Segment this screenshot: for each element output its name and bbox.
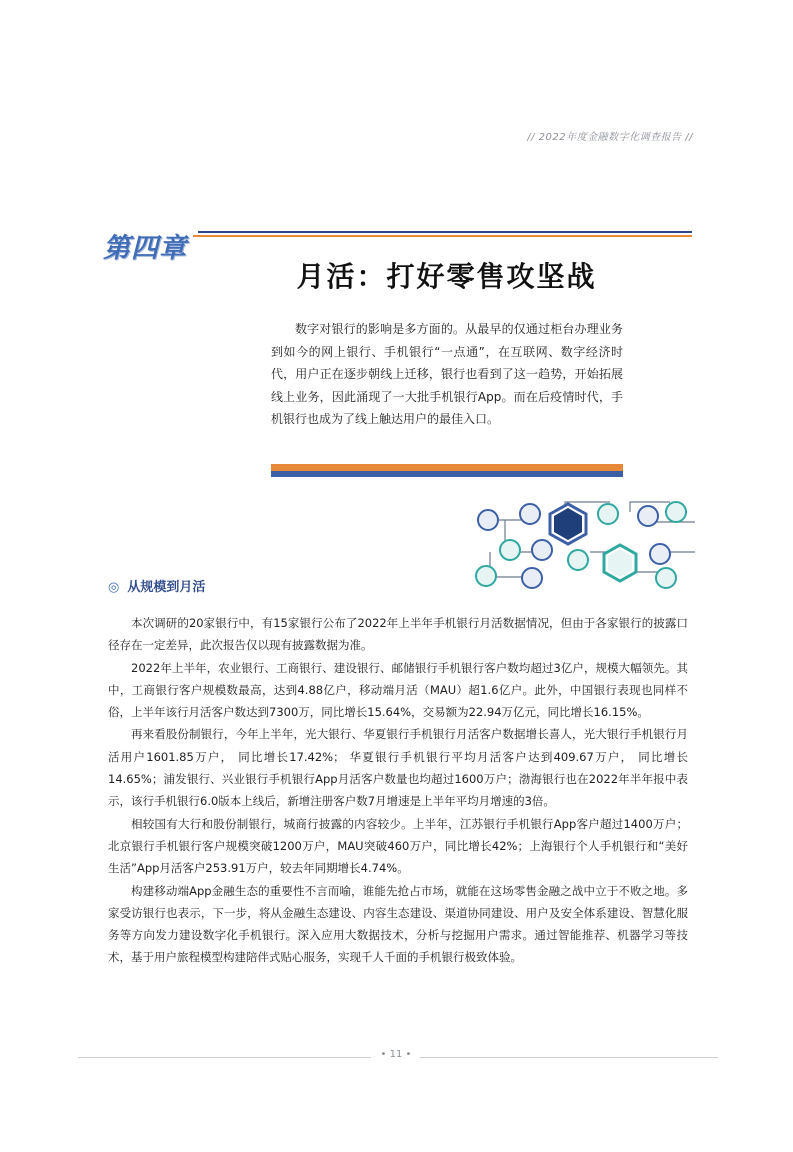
section-body <box>108 612 688 969</box>
box-icon <box>500 540 520 560</box>
chapter-title: 月活：打好零售攻坚战 <box>296 260 597 293</box>
hex-icon-center <box>550 504 586 544</box>
document-icon <box>656 568 676 588</box>
bus-icon <box>476 566 496 586</box>
body-paragraph: 本次调研的20家银行中，有15家银行公布了2022年上半年手机银行月活数据情况，但由于各家银行的披露口径存在一定差异，此次报告仅以现有披露数据为准。 <box>108 616 688 653</box>
decor-bar-blue <box>271 471 623 477</box>
body-paragraph: 再来看股份制银行，今年上半年，光大银行、华夏银行手机银行月活客户数据增长喜人，光大银行手机银行月活用户1601.85万户， 同比增长17.42%； 华夏银行手机银行平均月活客户达到409.67万户， 同比增长14.65%；浦发银行、兴业银行手机银行App月活客户数量也均超过1600万户；渤海银行也在2022年半年报中表示，该行手机银行6.0版本上线后，新增注册客户数7月增速是上半年平均月增速的3倍。 <box>108 727 688 809</box>
body-paragraph: 相较国有大行和股份制银行，城商行披露的内容较少。上半年，江苏银行手机银行App客户超过1400万户；北京银行手机银行客户规模突破1200万户，MAU突破460万户，同比增长42%；上海银行个人手机银行和“美好生活”App月活客户253.91万户，较去年同期增长4.74%。 <box>108 816 688 876</box>
fintech-network-illustration <box>470 492 702 592</box>
chart-icon <box>478 510 498 530</box>
chapter-label: 第四章 <box>103 233 187 264</box>
report-header: // 2022年度金融数字化调查报告 // <box>527 132 693 143</box>
plane-icon <box>666 502 686 522</box>
footer-rule-right <box>420 1057 718 1058</box>
car-icon <box>598 504 618 524</box>
truck-icon <box>650 544 670 564</box>
section-mark-icon: ◎ <box>108 580 120 595</box>
page-number: • 11 • <box>380 1049 412 1060</box>
chapter-divider-blue <box>198 231 692 233</box>
intro-paragraph: 数字对银行的影响是多方面的。从最早的仅通过柜台办理业务到如今的网上银行、手机银行“一点通”，在互联网、数字经济时代，用户正在逐步朝线上迁移，银行也看到了这一趋势，开始拓展线上业务，因此涌现了一大批手机银行App。而在后疫情时代，手机银行也成为了线上触达用户的最佳入口。 <box>271 322 623 426</box>
gear-icon <box>520 504 540 524</box>
chapter-divider-orange <box>193 235 692 237</box>
target-icon <box>638 506 658 526</box>
wheel-icon <box>568 550 588 570</box>
section-heading-text: 从规模到月活 <box>127 580 206 595</box>
footer-rule-left <box>78 1057 371 1058</box>
body-paragraph: 2022年上半年，农业银行、工商银行、建设银行、邮储银行手机银行客户数均超过3亿户，规模大幅领先。其中，工商银行客户规模数最高，达到4.88亿户，移动端月活（MAU）超1.6亿户。此外，中国银行表现也同样不俗，上半年该行月活客户数达到7300万，同比增长15.64%，交易额为22.94万亿元，同比增长16.15%。 <box>108 660 688 720</box>
section-heading <box>108 576 205 595</box>
hex-icon-right <box>604 545 636 581</box>
stack-icon <box>532 540 552 560</box>
gear-icon <box>522 568 542 588</box>
body-paragraph: 构建移动端App金融生态的重要性不言而喻，谁能先抢占市场，就能在这场零售金融之战中立于不败之地。多家受访银行也表示，下一步，将从金融生态建设、内容生态建设、渠道协同建设、用户及安全体系建设、智慧化服务等方向发力建设数字化手机银行。深入应用大数据技术，分析与挖掘用户需求。通过智能推荐、机器学习等技术，基于用户旅程模型构建陪伴式贴心服务，实现千人千面的手机银行极致体验。 <box>108 883 688 965</box>
decor-bar-orange <box>271 464 623 471</box>
